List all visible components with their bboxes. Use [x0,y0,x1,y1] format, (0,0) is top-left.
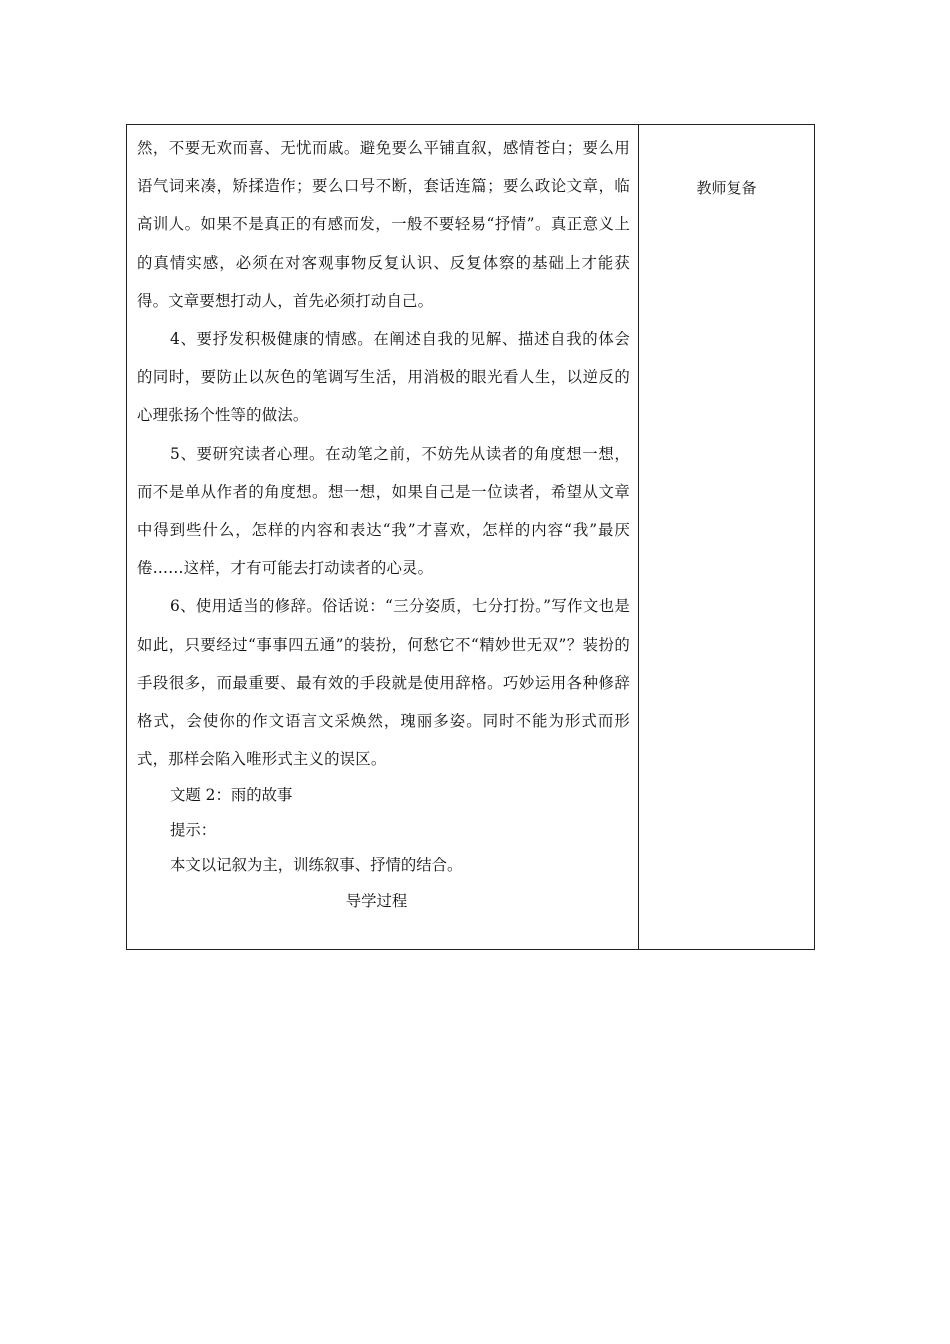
essay-topic: 文题 2：雨的故事 [170,786,293,805]
teacher-notes-cell [639,125,814,949]
section-title: 导学过程 [345,892,408,911]
teacher-review-label: 教师复备 [696,179,757,197]
hint-text: 本文以记叙为主，训练叙事、抒情的结合。 [170,856,463,875]
paragraph-point-4: 4、要抒发积极健康的情感。在阐述自我的见解、描述自我的体会的同时，要防止以灰色的笔调写生活，用消极的眼光看人生，以逆反的心理张扬个性等的做法。 [137,330,630,425]
paragraph-point-6: 6、使用适当的修辞。俗话说：“三分姿质，七分打扮。”写作文也是如此，只要经过“事事四五通”的装扮，何愁它不“精妙世无双”？装扮的手段很多，而最重要、最有效的手段就是使用辞格。巧妙运用各种修辞格式，会使你的作文语言文采焕然，瑰丽多姿。同时不能为形式而形式，那样会陷入唯形式主义的误区。 [137,597,630,769]
paragraph-point-5: 5、要研究读者心理。在动笔之前，不妨先从读者的角度想一想，而不是单从作者的角度想。想一想，如果自己是一位读者，希望从文章中得到些什么，怎样的内容和表达“我”才喜欢，怎样的内容“我”最厌倦……这样，才有可能去打动读者的心灵。 [137,444,630,578]
lesson-table [126,124,815,950]
paragraph-emotion-sincerity: 然，不要无欢而喜、无忧而戚。避免要么平铺直叙，感情苍白；要么用语气词来凑，矫揉造作；要么口号不断，套话连篇；要么政论文章，临高训人。如果不是真正的有感而发，一般不要轻易“抒情”。真正意义上的真情实感，必须在对客观事物反复认识、反复体察的基础上才能获得。文章要想打动人，首先必须打动自己。 [137,139,630,310]
hint-label: 提示： [170,821,217,840]
content-cell [127,125,639,949]
